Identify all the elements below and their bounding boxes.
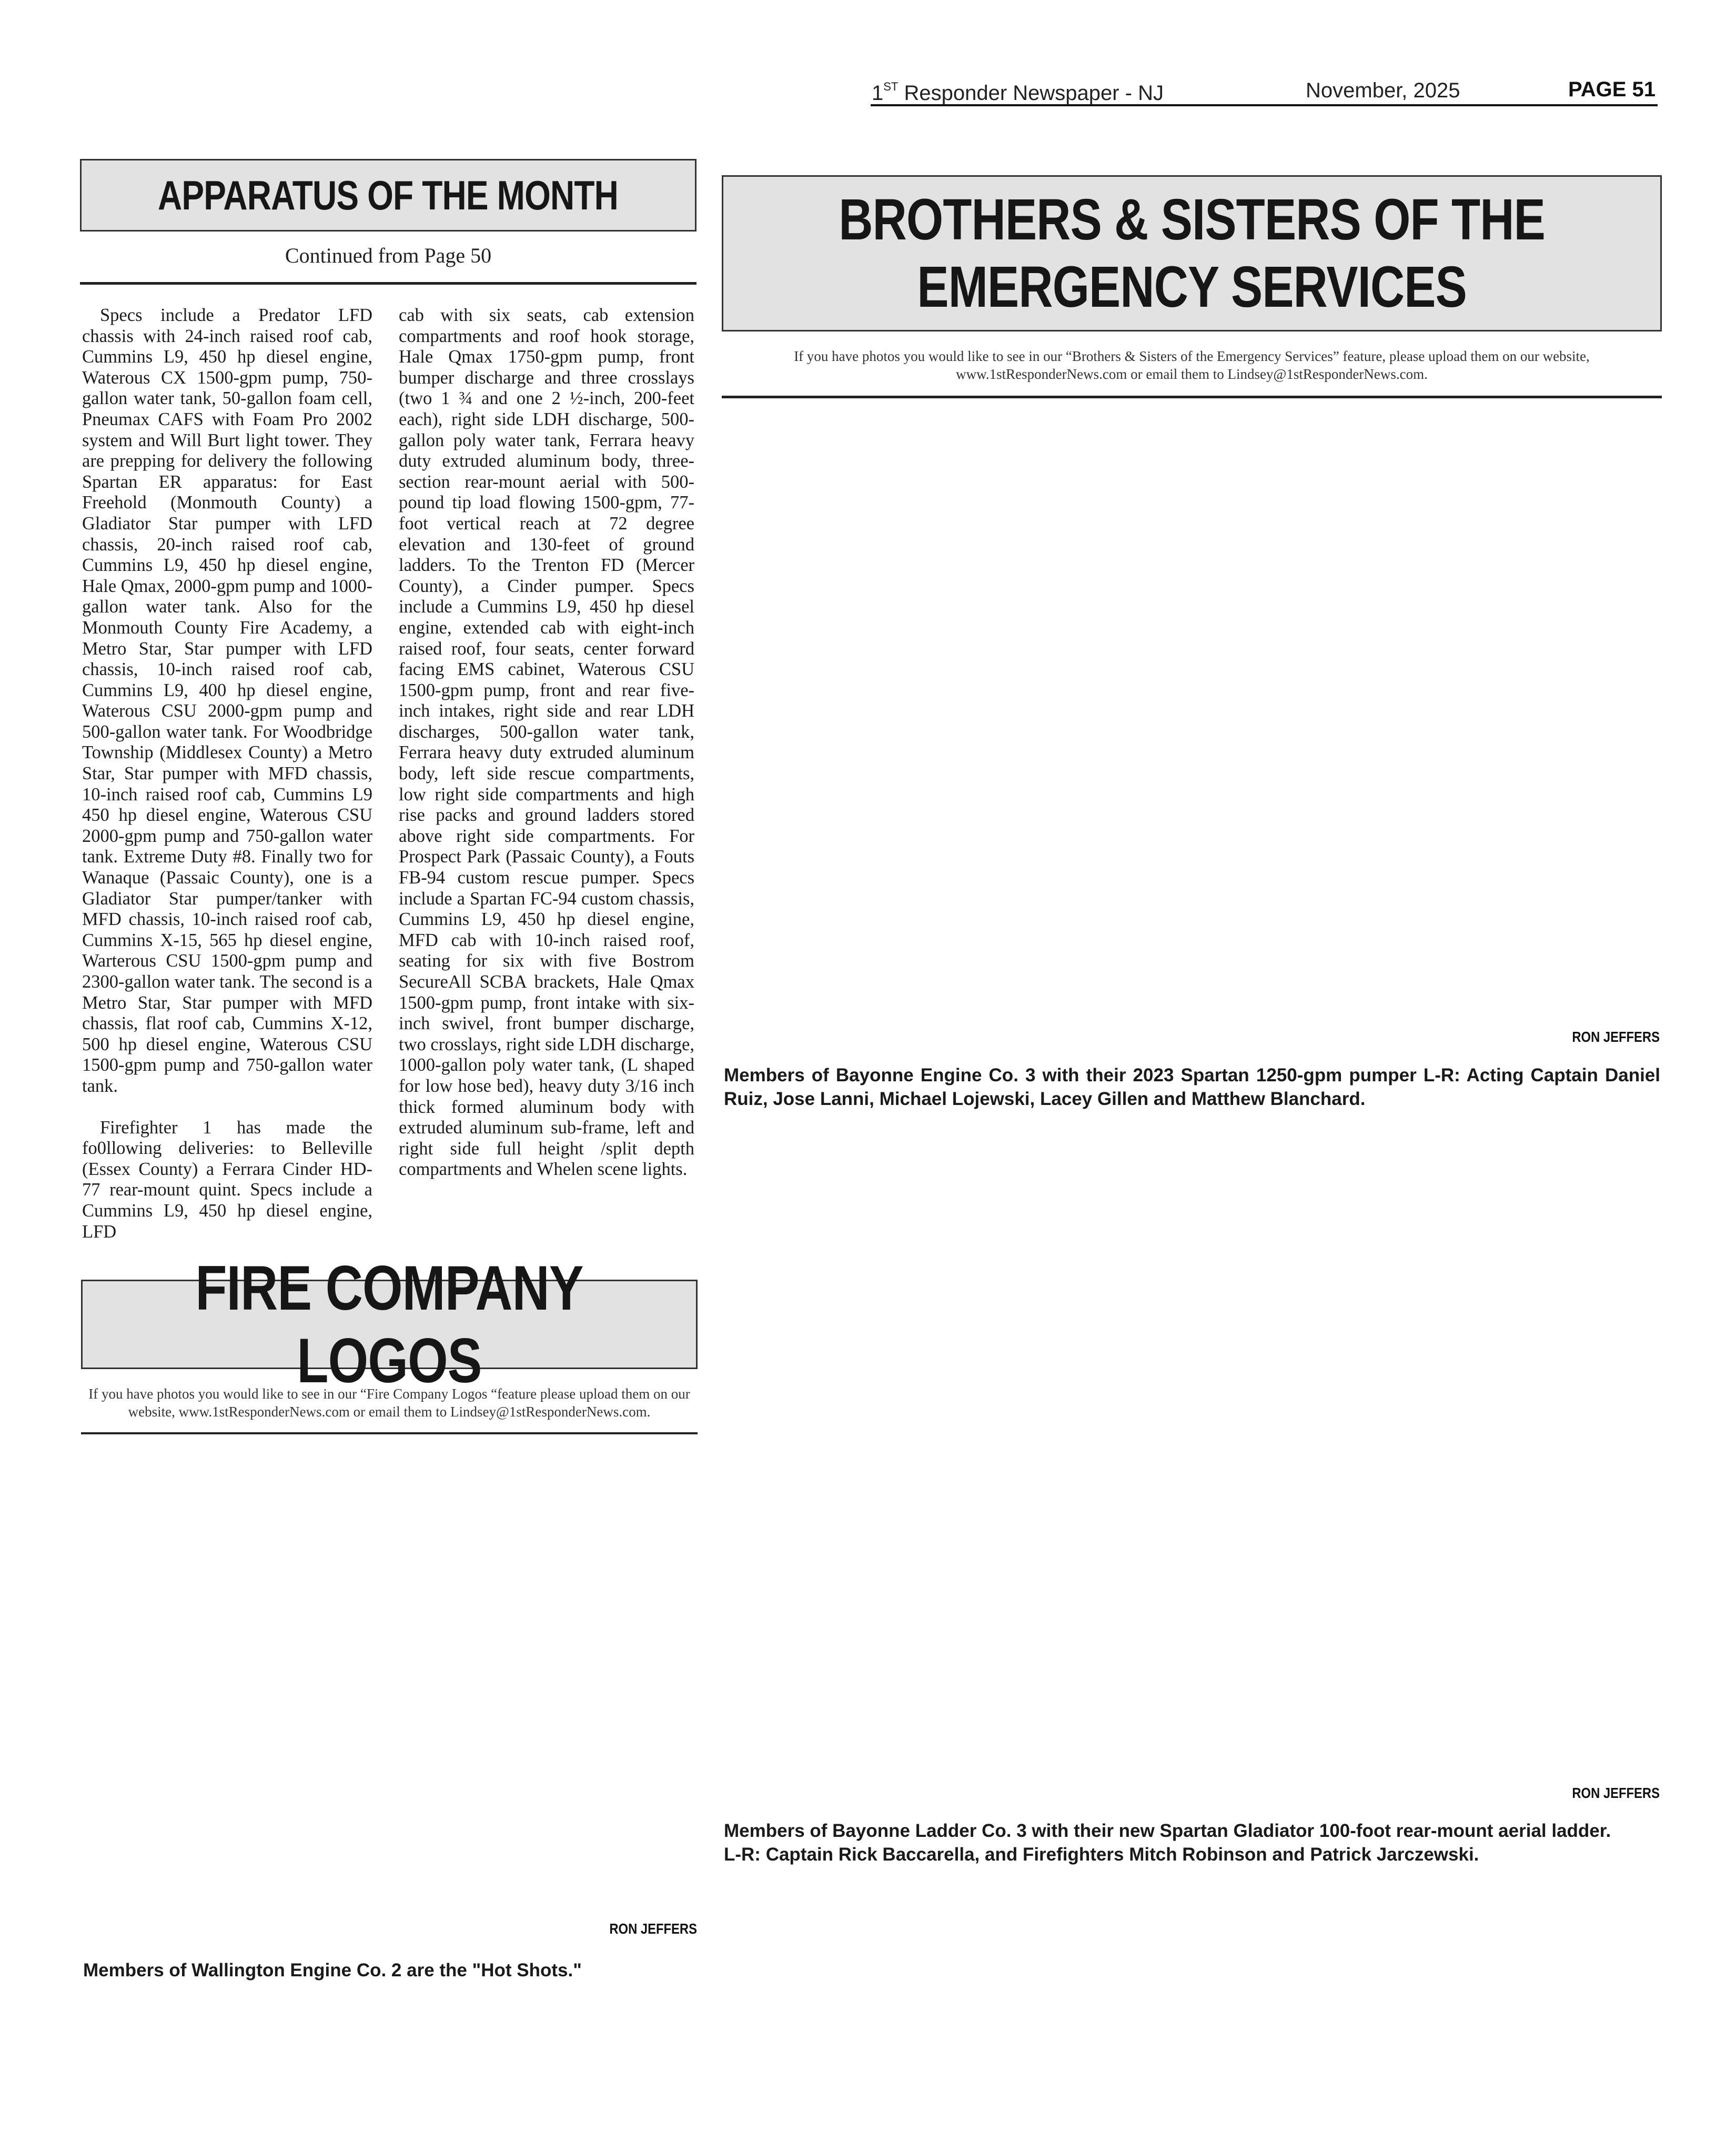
brothers-sisters-title xyxy=(839,186,1545,321)
article-paragraph: cab with six seats, cab extension compartments and roof hook storage, Hale Qmax 1750-gpm pump, front bumper discharge and three crosslays (two 1 ¾ and one 2 ½-inch, 200-feet each), right side LDH discharge, 500-gallon poly water tank, Ferrara heavy duty extruded aluminum body, three-section rear-mount aerial with 500-pound tip load flowing 1500-gpm, 77-foot vertical reach at 72 degree elevation and 130-feet of ground ladders. To the Trenton FD (Mercer County), a Cinder pumper. Specs include a Cummins L9, 450 hp diesel engine, extended cab with eight-inch raised roof, four seats, center forward facing EMS cabinet, Waterous CSU 1500-gpm pump, front and rear five-inch intakes, right side and rear LDH discharges, 500-gallon water tank, Ferrara heavy duty extruded aluminum body, left side rescue compartments, low right side compartments and high rise packs and ground ladders stored above right side compartments. For Prospect Park (Passaic County), a Fouts FB-94 custom rescue pumper. Specs include a Spartan FC-94 custom chassis, Cummins L9, 450 hp diesel engine, MFD cab with 10-inch raised roof, seating for six with five Bostrom SecureAll SCBA brackets, Hale Qmax 1500-gpm pump, front intake with six-inch swivel, front bumper discharge, two crosslays, right side LDH discharge, 1000-gallon poly water tank, (L shaped for low hose bed), heavy duty 3/16 inch thick formed aluminum body with extruded aluminum sub-frame, left and right side full height /split depth compartments and Whelen scene lights. xyxy=(399,305,694,1180)
title-line: BROTHERS & SISTERS OF THE xyxy=(839,187,1545,252)
photo-caption xyxy=(724,1819,1660,1866)
brothers-sisters-banner xyxy=(722,175,1662,331)
fire-company-logos-notice: If you have photos you would like to see in our “Fire Company Logos “feature please upload them on our website, www.1stResponderNews.com or email them to Lindsey@1stResponderNews.com. xyxy=(88,1386,690,1420)
caption-line: L-R: Captain Rick Baccarella, and Firefighters Mitch Robinson and Patrick Jarczewski. xyxy=(724,1844,1479,1865)
issue-date: November, 2025 xyxy=(1306,79,1460,102)
article-paragraph: Firefighter 1 has made the fo0llowing deliveries: to Belleville (Essex County) a Ferrara Cinder HD-77 rear-mount quint. Specs include a Cummins L9, 450 hp diesel engine, LFD xyxy=(82,1117,372,1242)
caption-line: Members of Bayonne Ladder Co. 3 with their new Spartan Gladiator 100-foot rear-mount aerial ladder. xyxy=(724,1821,1611,1841)
continued-from-note: Continued from Page 50 xyxy=(285,244,492,267)
fire-company-logos-banner xyxy=(81,1253,698,1396)
photo-caption: Members of Bayonne Engine Co. 3 with their 2023 Spartan 1250-gpm pumper L-R: Acting Captain Daniel Ruiz, Jose Lanni, Michael Lojewski, Lacey Gillen and Matthew Blanchard. xyxy=(724,1065,1660,1109)
page-header xyxy=(871,78,1658,106)
article-column-1 xyxy=(82,305,372,1242)
section-divider xyxy=(80,282,697,285)
photo-credit: RON JEFFERS xyxy=(1572,1029,1660,1045)
newspaper-name: 1ST Responder Newspaper - NJ xyxy=(872,80,1164,105)
fire-company-logos-title: FIRE COMPANY LOGOS xyxy=(195,1253,583,1396)
photo-credit: RON JEFFERS xyxy=(609,1921,697,1937)
brothers-sisters-notice: If you have photos you would like to see in our “Brothers & Sisters of the Emergency Services” feature, please upload them on our website, www.1stResponderNews.com or email them to Lindsey@1stResponderNews.com. xyxy=(794,348,1590,382)
section-divider xyxy=(722,396,1662,398)
apparatus-section-banner xyxy=(80,159,697,232)
photo-caption: Members of Wallington Engine Co. 2 are the "Hot Shots." xyxy=(83,1960,582,1981)
photo-credit: RON JEFFERS xyxy=(1572,1785,1660,1801)
page-number: PAGE 51 xyxy=(1568,78,1656,101)
title-line: EMERGENCY SERVICES xyxy=(917,254,1467,319)
section-divider xyxy=(81,1432,698,1434)
article-paragraph: Specs include a Predator LFD chassis with 24-inch raised roof cab, Cummins L9, 450 hp diesel engine, Waterous CX 1500-gpm pump, 750-gallon water tank, 50-gallon foam cell, Pneumax CAFS with Foam Pro 2002 system and Will Burt light tower. They are prepping for delivery the following Spartan ER apparatus: for East Freehold (Monmouth County) a Gladiator Star pumper with LFD chassis, 20-inch raised roof cab, Cummins L9, 450 hp diesel engine, Hale Qmax, 2000-gpm pump and 1000-gallon water tank. Also for the Monmouth County Fire Academy, a Metro Star, Star pumper with LFD chassis, 10-inch raised roof cab, Cummins L9, 400 hp diesel engine, Waterous CSU 2000-gpm pump and 500-gallon water tank. For Woodbridge Township (Middlesex County) a Metro Star, Star pumper with MFD chassis, 10-inch raised roof cab, Cummins L9 450 hp diesel engine, Waterous CSU 2000-gpm pump and 750-gallon water tank. Extreme Duty #8. Finally two for Wanaque (Passaic County), one is a Gladiator Star pumper/tanker with MFD chassis, 10-inch raised roof cab, Cummins X-15, 565 hp diesel engine, Warterous CSU 1500-gpm pump and 2300-gallon water tank. The second is a Metro Star, Star pumper with MFD chassis, flat roof cab, Cummins X-12, 500 hp diesel engine, Waterous CSU 1500-gpm pump and 750-gallon water tank. xyxy=(82,305,372,1096)
article-column-2 xyxy=(399,305,694,1180)
apparatus-section-title: APPARATUS OF THE MONTH xyxy=(158,172,619,218)
